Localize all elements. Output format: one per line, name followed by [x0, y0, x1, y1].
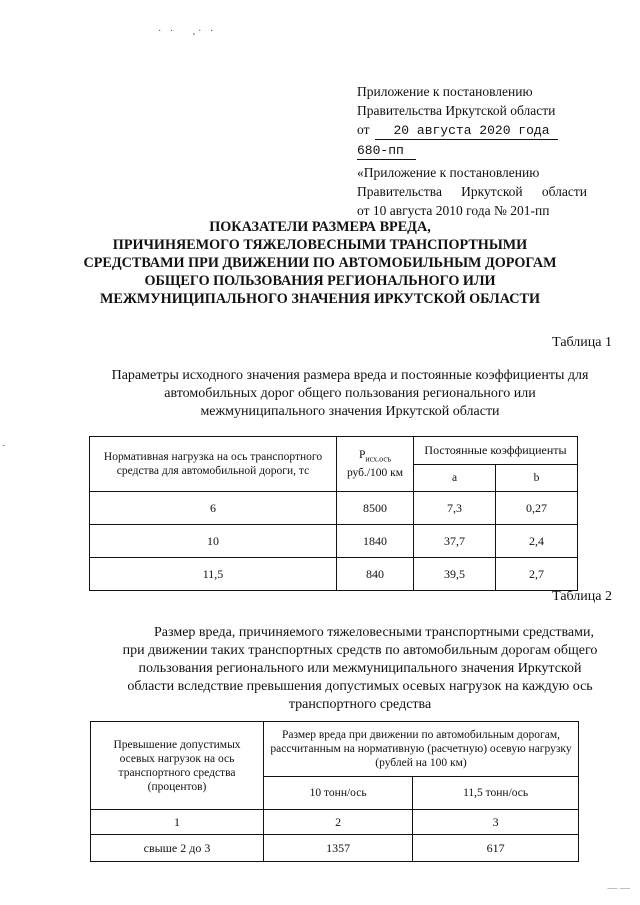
t2-header-10-tons: 10 тонн/ось [264, 777, 413, 810]
t1-cell-a: 37,7 [414, 525, 496, 558]
t2-cell-10-tons: 1357 [264, 835, 413, 862]
table-2-caption-line-5: транспортного средства [288, 697, 432, 712]
title-line-2: ПРИЧИНЯЕМОГО ТЯЖЕЛОВЕСНЫМИ ТРАНСПОРТНЫМИ [112, 237, 528, 253]
t1-header-coefficients: Постоянные коэффициенты [414, 437, 578, 465]
t2-header-harm: Размер вреда при движении по автомобильным дорогам, рассчитанным на нормативную (расчетную) осевую нагрузку (рублей на 100 км) [264, 722, 579, 777]
table-2-caption-line-1: Размер вреда, причиняемого тяжеловесными транспортными средствами, [154, 625, 594, 640]
header-line-1: Приложение к постановлению [357, 84, 533, 99]
table-1-label: Таблица 1 [552, 335, 612, 350]
t1-cell-p: 1840 [337, 525, 414, 558]
approval-header [357, 82, 587, 220]
title-line-5: МЕЖМУНИЦИПАЛЬНОГО ЗНАЧЕНИЯ ИРКУТСКОЙ ОБЛАСТИ [99, 291, 541, 307]
t1-cell-p: 8500 [337, 492, 414, 525]
table-2 [90, 721, 579, 862]
t1-cell-b: 2,4 [496, 525, 578, 558]
title-line-4: ОБЩЕГО ПОЛЬЗОВАНИЯ РЕГИОНАЛЬНОГО ИЛИ [144, 273, 496, 289]
t1-cell-a: 39,5 [414, 558, 496, 591]
t2-cell-11-5-tons: 617 [413, 835, 579, 862]
scan-marks: · · ,· · [158, 26, 217, 37]
header-line-5 [357, 182, 587, 201]
t1-cell-a: 7,3 [414, 492, 496, 525]
document-title [60, 218, 580, 308]
table-1-caption-line-2: автомобильных дорог общего пользования регионального или [164, 386, 536, 401]
t1-cell-load: 6 [90, 492, 337, 525]
table-2-caption [92, 624, 628, 714]
table-row [90, 492, 578, 525]
t1-header-p [337, 437, 414, 492]
t2-number-2: 2 [264, 810, 413, 835]
t2-numbering-row [91, 810, 579, 835]
t1-cell-load: 10 [90, 525, 337, 558]
header-line-2: Правительства Иркутской области [357, 103, 556, 118]
t1-header-b: b [496, 464, 578, 492]
table-1 [89, 436, 578, 591]
t1-cell-load: 11,5 [90, 558, 337, 591]
t1-header-load: Нормативная нагрузка на ось транспортного средства для автомобильной дороги, тс [90, 437, 337, 492]
t2-cell-excess: свыше 2 до 3 [91, 835, 264, 862]
header-line-6: от 10 августа 2010 года № 201-пп [357, 203, 550, 218]
t2-number-1: 1 [91, 810, 264, 835]
table-2-label: Таблица 2 [552, 589, 612, 604]
header-date-line [357, 120, 587, 140]
t2-number-3: 3 [413, 810, 579, 835]
table-1-caption [80, 367, 620, 421]
header-line-5-word-1: Правительства [357, 184, 442, 199]
table-2-caption-line-2: при движении таких транспортных средств по автомобильным дорогам общего [122, 643, 598, 658]
table-1-caption-line-3: межмуниципального значения Иркутской области [200, 404, 500, 419]
scan-edge-mark: - [2, 440, 6, 451]
t2-header-11-5-tons: 11,5 тонн/ось [413, 777, 579, 810]
table-row [90, 525, 578, 558]
t1-header-p-sub: исх.осъ [365, 454, 392, 464]
header-line-5-word-3: области [541, 184, 587, 199]
title-line-1: ПОКАЗАТЕЛИ РАЗМЕРА ВРЕДА, [209, 219, 431, 235]
title-line-3: СРЕДСТВАМИ ПРИ ДВИЖЕНИИ ПО АВТОМОБИЛЬНЫМ ДОРОГАМ [83, 255, 557, 271]
t1-cell-b: 0,27 [496, 492, 578, 525]
header-line-4: «Приложение к постановлению [357, 165, 540, 180]
table-2-caption-line-4: области вследствие превышения допустимых осевых нагрузок на каждую ось [127, 679, 593, 694]
t1-cell-p: 840 [337, 558, 414, 591]
table-row [90, 558, 578, 591]
table-2-caption-line-3: пользования регионального или межмуниципального значения Иркутской [138, 661, 582, 676]
t1-header-a: a [414, 464, 496, 492]
scan-edge-mark: — — [607, 883, 630, 894]
t1-header-p-main: Р [358, 448, 366, 461]
header-ot: от [357, 122, 370, 137]
header-date: 20 августа 2020 года [375, 123, 557, 140]
t1-header-p-unit: руб./100 км [346, 467, 404, 480]
t1-cell-b: 2,7 [496, 558, 578, 591]
table-1-caption-line-1: Параметры исходного значения размера вреда и постоянные коэффициенты для [111, 368, 589, 383]
t2-header-excess: Превышение допустимых осевых нагрузок на ось транспортного средства (процентов) [91, 722, 264, 810]
header-number: 680-пп [357, 143, 416, 160]
header-number-line [357, 140, 587, 160]
table-row [91, 835, 579, 862]
header-line-5-word-2: Иркутской [461, 184, 523, 199]
